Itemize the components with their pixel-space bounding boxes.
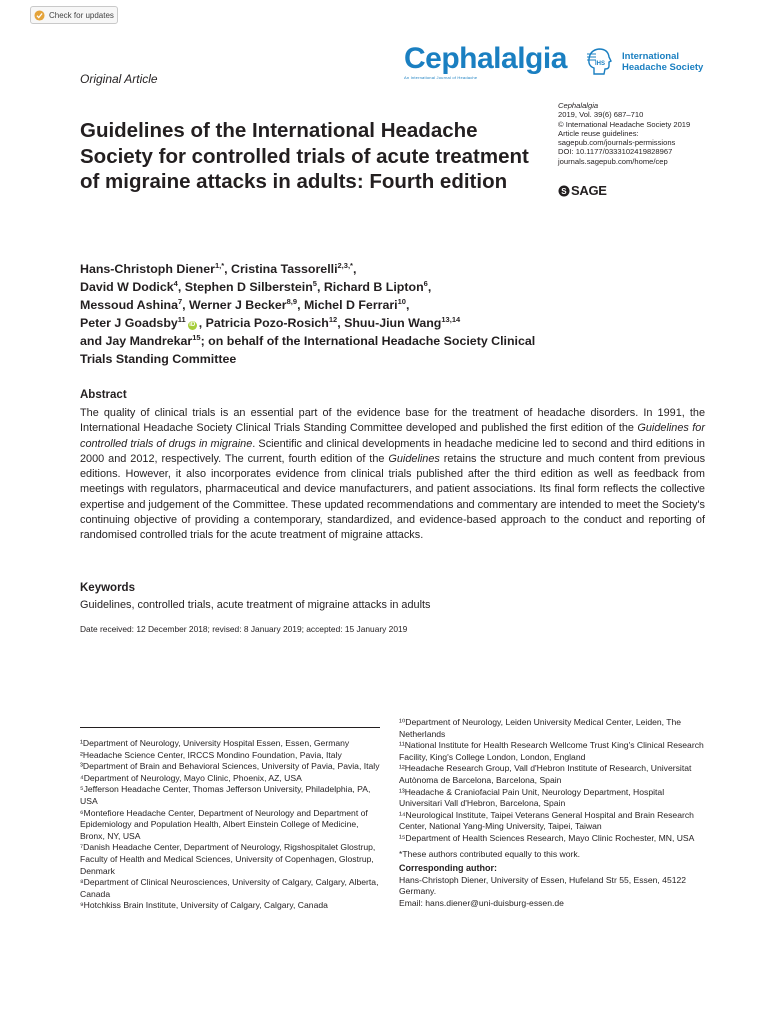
check-for-updates-badge[interactable] [30, 6, 118, 24]
affiliation: ³Department of Brain and Behavioral Sciences, University of Pavia, Pavia, Italy [80, 761, 380, 772]
author-name[interactable]: David W Dodick [80, 280, 174, 294]
journal-logo-subtitle: An International Journal of Headache [404, 75, 478, 80]
affiliation: ⁹Hotchkiss Brain Institute, University of Calgary, Calgary, Canada [80, 900, 328, 911]
author-name[interactable]: , Cristina Tassorelli [224, 262, 338, 276]
meta-doi[interactable]: DOI: 10.1177/0333102419828967 [558, 147, 673, 157]
author-affiliation-marker: 8,9 [286, 297, 298, 306]
author-affiliation-marker: 7 [178, 297, 183, 306]
author-affiliation-marker: 1, [214, 261, 222, 270]
sage-logo-icon [558, 185, 570, 197]
affiliation: ⁵Jefferson Headache Center, Thomas Jefferson University, Philadelphia, PA, USA [80, 784, 371, 806]
affiliations-left [80, 738, 385, 912]
orcid-icon[interactable]: iD [189, 322, 196, 328]
meta-journal-name: Cephalalgia [558, 101, 599, 110]
corresponding-author-email[interactable]: Email: hans.diener@uni-duisburg-essen.de [399, 897, 564, 908]
affiliation: ⁴Department of Neurology, Mayo Clinic, Phoenix, AZ, USA [80, 772, 302, 783]
author-name[interactable]: Peter J Goadsby [80, 316, 178, 330]
author-affiliation-marker: 2,3, [337, 261, 351, 270]
author-name[interactable]: and Jay Mandrekar [80, 334, 193, 348]
corresponding-author-address: Hans-Christoph Diener, University of Essen, Hufeland Str 55, Essen, 45122 Germany. [399, 874, 687, 897]
article-metadata [558, 101, 748, 166]
author-affiliation-marker: 15 [192, 333, 201, 342]
author-name[interactable]: , Stephen D Silberstein [177, 280, 313, 294]
article-type: Original Article [80, 72, 158, 86]
affiliation: ¹⁴Neurological Institute, Taipei Veterans General Hospital and Brain Research Center, National Yang-Ming University, Taipei, Taiwan [399, 809, 694, 832]
affiliation: ¹²Headache Research Group, Vall d'Hebron Institute of Research, Universitat Autònoma de Barcelona, Barcelona, Spain [399, 763, 692, 785]
corresponding-author-heading: Corresponding author: [399, 863, 497, 874]
check-updates-icon [34, 10, 45, 21]
affiliation: ¹³Headache & Craniofacial Pain Unit, Neurology Department, Hospital Universitari Vall d'Hebron, Barcelona, Spain [399, 786, 665, 809]
author-name[interactable]: , Shuu-Jiun Wang [337, 316, 442, 330]
society-name-line1: International [622, 51, 680, 62]
article-title: Guidelines of the International Headache Society for controlled trials of acute treatment of migraine attacks in adults: Fourth edition [80, 119, 529, 193]
meta-copyright: © International Headache Society 2019 [558, 119, 691, 129]
author-affiliation-marker: 4 [173, 279, 178, 288]
affiliation: ¹¹National Institute for Health Research Wellcome Trust King's Clinical Research Facility, King's College London, London, England [399, 740, 704, 762]
publisher-logo [558, 183, 607, 198]
journal-logo-text: Cephalalgia [404, 42, 567, 75]
author-affiliation-marker: 6 [423, 279, 428, 288]
submission-dates: Date received: 12 December 2018; revised: 8 January 2019; accepted: 15 January 2019 [80, 624, 408, 634]
ihs-abbrev: IHS [595, 61, 606, 67]
author-name[interactable]: Messoud Ashina [80, 298, 178, 312]
affiliation: ⁷Danish Headache Center, Department of Neurology, Rigshospitalet Glostrup, Faculty of Health and Medical Sciences, University of Copenhagen, Glostrup, Denmark [80, 842, 376, 876]
footnote-divider [80, 727, 380, 728]
equal-contribution-note: *These authors contributed equally to this work. [399, 848, 581, 859]
author-name[interactable]: , Patricia Pozo-Rosich [198, 316, 329, 330]
author-name[interactable]: , Werner J Becker [182, 298, 287, 312]
meta-reuse-link[interactable]: sagepub.com/journals-permissions [558, 138, 676, 148]
author-affiliation-marker: 5 [312, 279, 317, 288]
abstract-emphasis: Guidelines [388, 452, 440, 465]
keywords-heading: Keywords [80, 582, 135, 594]
author-affiliation-marker: 13,14 [441, 315, 461, 324]
check-for-updates-label: Check for updates [49, 10, 114, 20]
abstract-heading: Abstract [80, 389, 127, 401]
journal-logo [404, 44, 576, 80]
publisher-name: SAGE [571, 183, 607, 198]
affiliation: ⁶Montefiore Headache Center, Department of Neurology and Department of Epidemiology and Population Health, Albert Einstein College of Medicine, Bronx, NY, USA [80, 807, 368, 841]
author-name[interactable]: , Richard B Lipton [316, 280, 424, 294]
author-name[interactable]: Hans-Christoph Diener [80, 262, 215, 276]
svg-text:S: S [561, 186, 567, 196]
society-name [622, 51, 703, 73]
committee-name: ; on behalf of the International Headache Society Clinical Trials Standing Committee [80, 334, 536, 366]
affiliations-right [399, 717, 709, 910]
meta-reuse-label: Article reuse guidelines: [558, 128, 639, 138]
society-logo [584, 46, 703, 78]
society-name-line2: Headache Society [622, 62, 704, 73]
author-list: Hans-Christoph Diener$^{1,*}$, Cristina Tassorelli$^{2,3,*}$, David W Dodick$^4$, Stephen D Silberstein$^5$, Richard B Lipton$^6$, Messoud Ashina$^7$, Werner J Becker$^{8,9}$, Michel D Ferrari$^{10}$, Peter J Goadsby$^{11}$iD , Patricia Pozo-Rosich$^{12}$, Shuu-Jiun Wang$^{13,14}$ and Jay Mandrekar$^{15}$; on behalf of the International Headache Society Clinical Trials Standing Committee [80, 261, 536, 366]
meta-journal-url[interactable]: journals.sagepub.com/home/cep [558, 156, 668, 166]
author-affiliation-marker: 10 [397, 297, 406, 306]
affiliation: ⁸Department of Clinical Neurosciences, University of Calgary, Calgary, Alberta, Canada [80, 877, 379, 899]
author-affiliation-marker: 12 [328, 315, 338, 324]
author-affiliation-marker: 11 [177, 315, 186, 324]
keywords-text: Guidelines, controlled trials, acute treatment of migraine attacks in adults [80, 599, 431, 611]
affiliation: ¹⁰Department of Neurology, Leiden University Medical Center, Leiden, The Netherlands [399, 717, 682, 739]
ihs-head-icon [584, 46, 618, 78]
affiliation: ²Headache Science Center, IRCCS Mondino Foundation, Pavia, Italy [80, 749, 342, 760]
meta-citation: 2019, Vol. 39(6) 687–710 [558, 110, 644, 120]
abstract-text: The quality of clinical trials is an essential part of the evidence base for the treatment of headache disorders. In 1991, the International Headache Society Clinical Trials Standing Committee developed and published the first edition of the Guidelines for controlled trials of drugs in migraine. Scientific and clinical developments in headache medicine led to second and third editions in 2000 and 2012, respectively. The current, fourth edition of the Guidelines retains the structure and much content from previous editions. However, it also incorporates evidence from clinical trials published after the third edition as well as feedback from meetings with regulators, pharmaceutical and device manufacturers, and patient associations. Its final form reflects the collective expertise and judgement of the Committee. These updated recommendations and commentary are intended to meet the Society's continuing objective of providing a contemporary, standardized, and evidence-based approach to the conduct and reporting of randomised controlled trials for the acute treatment of migraine attacks. [80, 407, 706, 542]
affiliation: ¹⁵Department of Health Sciences Research, Mayo Clinic Rochester, MN, USA [399, 832, 695, 843]
affiliation: ¹Department of Neurology, University Hospital Essen, Essen, Germany [80, 738, 350, 748]
author-name[interactable]: , Michel D Ferrari [297, 298, 398, 312]
abstract-emphasis: Guidelines for controlled trials of drugs in migraine [80, 422, 705, 450]
